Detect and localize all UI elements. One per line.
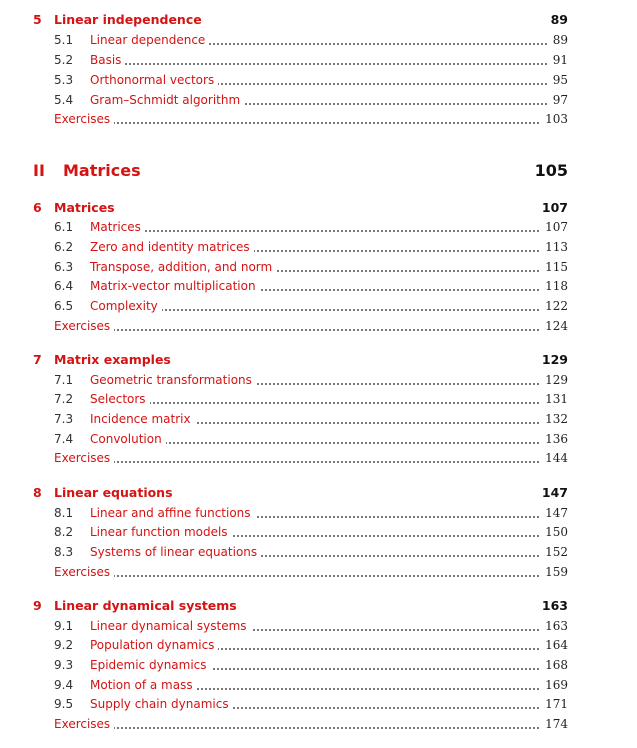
section-entry[interactable]	[0, 429, 637, 449]
section-number: 7.3	[54, 412, 74, 426]
dot-leader	[90, 63, 563, 65]
exercises-link[interactable]: Exercises	[54, 109, 114, 129]
dot-leader	[56, 461, 563, 463]
chapter-number: 8	[33, 485, 42, 500]
section-number: 5.1	[54, 33, 74, 47]
section-number: 9.4	[54, 678, 74, 692]
section-title-link[interactable]: Systems of linear equations	[90, 542, 261, 562]
section-title-link[interactable]: Population dynamics	[90, 635, 218, 655]
chapter-entry[interactable]	[0, 198, 637, 218]
section-entry[interactable]	[0, 90, 637, 110]
section-page: 152	[541, 542, 568, 562]
section-title-link[interactable]: Gram–Schmidt algorithm	[90, 90, 244, 110]
section-number: 8.1	[54, 506, 74, 520]
section-entry[interactable]	[0, 635, 637, 655]
section-page: 168	[541, 655, 568, 675]
section-page: 89	[549, 30, 568, 50]
section-number: 7.4	[54, 432, 74, 446]
section-title-link[interactable]: Matrix-vector multiplication	[90, 276, 260, 296]
section-entry[interactable]	[0, 675, 637, 695]
section-title-link[interactable]: Transpose, addition, and norm	[90, 257, 276, 277]
section-title-link[interactable]: Matrices	[90, 217, 145, 237]
section-entry[interactable]	[0, 50, 637, 70]
exercises-link[interactable]: Exercises	[54, 562, 114, 582]
chapter-entry[interactable]	[0, 596, 637, 616]
section-entry[interactable]	[0, 30, 637, 50]
chapter-number: 5	[33, 12, 42, 27]
section-title-link[interactable]: Geometric transformations	[90, 370, 256, 390]
chapter-number: 7	[33, 352, 42, 367]
part-title-link[interactable]: Matrices	[63, 161, 141, 180]
section-page: 171	[541, 694, 568, 714]
section-page: 115	[541, 257, 568, 277]
chapter-page: 163	[538, 596, 568, 616]
section-entry[interactable]	[0, 542, 637, 562]
section-entry[interactable]	[0, 522, 637, 542]
section-number: 7.2	[54, 392, 74, 406]
section-entry[interactable]	[0, 237, 637, 257]
section-page: 147	[541, 503, 568, 523]
chapter-page: 89	[547, 10, 568, 30]
exercises-entry[interactable]	[0, 448, 637, 468]
section-number: 6.3	[54, 260, 74, 274]
section-number: 6.2	[54, 240, 74, 254]
section-number: 9.5	[54, 697, 74, 711]
section-entry[interactable]	[0, 296, 637, 316]
section-title-link[interactable]: Incidence matrix	[90, 409, 195, 429]
section-page: 150	[541, 522, 568, 542]
part-number: II	[33, 161, 45, 180]
section-title-link[interactable]: Selectors	[90, 389, 150, 409]
chapter-entry[interactable]	[0, 10, 637, 30]
dot-leader	[56, 122, 563, 124]
section-entry[interactable]	[0, 503, 637, 523]
chapter-title-link[interactable]: Linear independence	[54, 10, 206, 30]
section-title-link[interactable]: Basis	[90, 50, 125, 70]
section-page: 129	[541, 370, 568, 390]
exercises-page: 144	[541, 448, 568, 468]
exercises-page: 124	[541, 316, 568, 336]
section-number: 8.3	[54, 545, 74, 559]
section-page: 169	[541, 675, 568, 695]
section-number: 6.1	[54, 220, 74, 234]
chapter-title-link[interactable]: Linear equations	[54, 483, 177, 503]
section-number: 5.3	[54, 73, 74, 87]
section-title-link[interactable]: Linear dependence	[90, 30, 209, 50]
dot-leader	[90, 402, 563, 404]
section-page: 107	[541, 217, 568, 237]
chapter-entry[interactable]	[0, 483, 637, 503]
chapter-number: 9	[33, 598, 42, 613]
section-number: 7.1	[54, 373, 74, 387]
section-entry[interactable]	[0, 257, 637, 277]
section-page: 118	[541, 276, 568, 296]
chapter-title-link[interactable]: Matrices	[54, 198, 119, 218]
section-page: 136	[541, 429, 568, 449]
section-title-link[interactable]: Motion of a mass	[90, 675, 197, 695]
section-number: 9.2	[54, 638, 74, 652]
section-entry[interactable]	[0, 70, 637, 90]
part-entry[interactable]	[0, 158, 637, 188]
section-page: 97	[549, 90, 568, 110]
dot-leader	[56, 329, 563, 331]
exercises-link[interactable]: Exercises	[54, 316, 114, 336]
section-entry[interactable]	[0, 276, 637, 296]
exercises-link[interactable]: Exercises	[54, 448, 114, 468]
section-number: 6.4	[54, 279, 74, 293]
section-entry[interactable]	[0, 389, 637, 409]
exercises-entry[interactable]	[0, 316, 637, 336]
section-page: 164	[541, 635, 568, 655]
section-number: 5.2	[54, 53, 74, 67]
exercises-entry[interactable]	[0, 714, 637, 734]
exercises-entry[interactable]	[0, 562, 637, 582]
section-number: 5.4	[54, 93, 74, 107]
section-title-link[interactable]: Epidemic dynamics	[90, 655, 211, 675]
section-page: 113	[541, 237, 568, 257]
exercises-page: 174	[541, 714, 568, 734]
section-page: 163	[541, 616, 568, 636]
section-title-link[interactable]: Orthonormal vectors	[90, 70, 218, 90]
chapter-page: 129	[538, 350, 568, 370]
section-number: 6.5	[54, 299, 74, 313]
dot-leader	[90, 230, 563, 232]
chapter-title-link[interactable]: Linear dynamical systems	[54, 596, 241, 616]
section-number: 9.1	[54, 619, 74, 633]
chapter-page: 147	[538, 483, 568, 503]
section-page: 132	[541, 409, 568, 429]
dot-leader	[56, 727, 563, 729]
chapter-entry[interactable]	[0, 350, 637, 370]
chapter-title-link[interactable]: Matrix examples	[54, 350, 175, 370]
section-title-link[interactable]: Supply chain dynamics	[90, 694, 233, 714]
section-number: 8.2	[54, 525, 74, 539]
chapter-page: 107	[538, 198, 568, 218]
section-entry[interactable]	[0, 616, 637, 636]
section-entry[interactable]	[0, 370, 637, 390]
chapter-number: 6	[33, 200, 42, 215]
exercises-page: 103	[541, 109, 568, 129]
section-page: 91	[549, 50, 568, 70]
section-title-link[interactable]: Convolution	[90, 429, 166, 449]
section-title-link[interactable]: Linear function models	[90, 522, 232, 542]
section-page: 122	[541, 296, 568, 316]
section-title-link[interactable]: Zero and identity matrices	[90, 237, 254, 257]
section-entry[interactable]	[0, 694, 637, 714]
exercises-entry[interactable]	[0, 109, 637, 129]
section-number: 9.3	[54, 658, 74, 672]
section-entry[interactable]	[0, 655, 637, 675]
part-page: 105	[534, 161, 568, 180]
section-entry[interactable]	[0, 409, 637, 429]
section-page: 131	[541, 389, 568, 409]
section-title-link[interactable]: Linear and affine functions	[90, 503, 255, 523]
exercises-link[interactable]: Exercises	[54, 714, 114, 734]
section-entry[interactable]	[0, 217, 637, 237]
exercises-page: 159	[541, 562, 568, 582]
section-page: 95	[549, 70, 568, 90]
dot-leader	[56, 575, 563, 577]
section-title-link[interactable]: Linear dynamical systems	[90, 616, 251, 636]
section-title-link[interactable]: Complexity	[90, 296, 162, 316]
